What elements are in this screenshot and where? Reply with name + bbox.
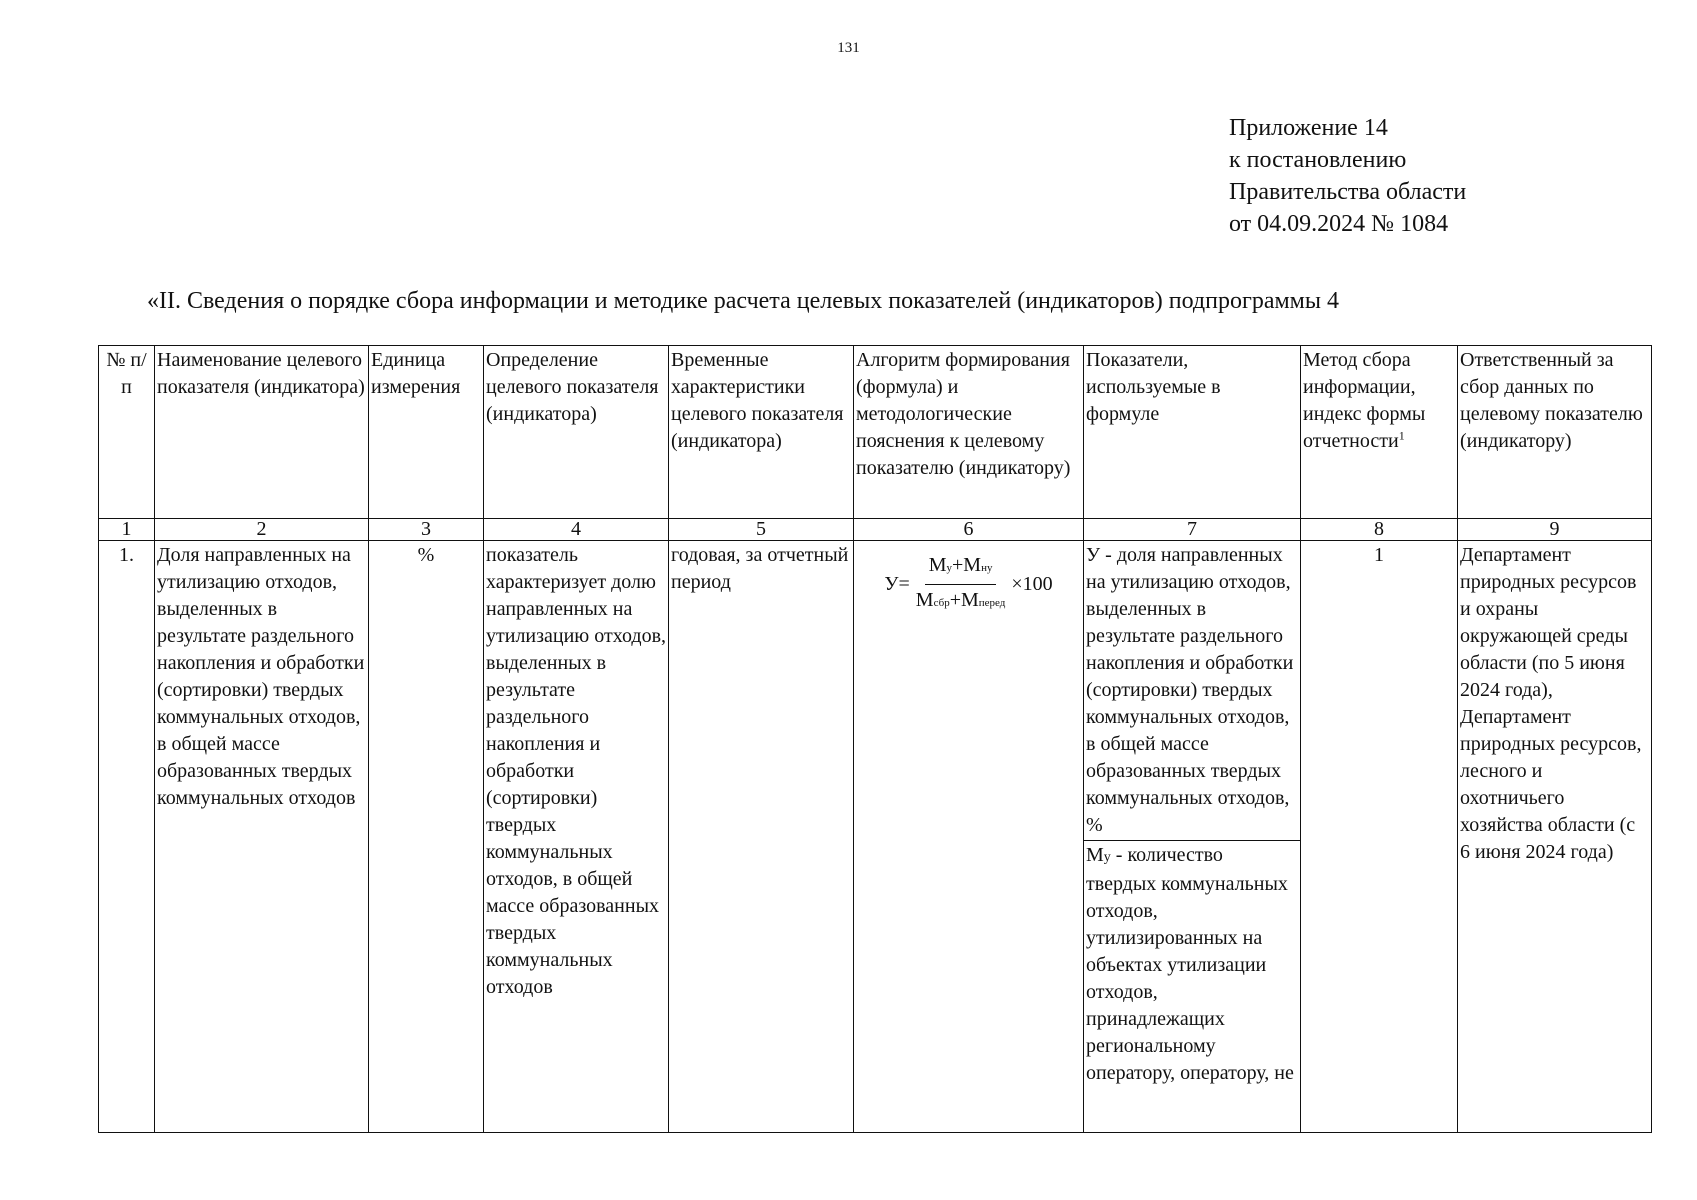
header-cell: Алгоритм формирования (формула) и методологические пояснения к целевому показателю (индикатору)	[854, 346, 1084, 519]
subscript: перед	[978, 597, 1006, 609]
table-row	[99, 541, 1652, 1133]
column-number-row	[99, 519, 1652, 541]
unit-cell: %	[369, 541, 484, 1133]
definition-cell: показатель характеризует долю направленных на утилизацию отходов, выделенных в результате раздельного накопления и обработки (сортировки) твердых коммунальных отходов, в общей массе образованных твердых коммунальных отходов	[484, 541, 669, 1133]
appendix-line-3: Правительства области	[1229, 179, 1467, 205]
header-cell: Ответственный за сбор данных по целевому показателю (индикатору)	[1458, 346, 1652, 519]
page-number: 131	[837, 40, 860, 56]
formula-cell	[854, 541, 1084, 1133]
section-heading: «II. Сведения о порядке сбора информации и методике расчета целевых показателей (индикаторов) подпрограммы 4	[147, 288, 1339, 314]
column-number: 9	[1458, 519, 1652, 541]
header-cell: Показатели, используемые в формуле	[1084, 346, 1301, 519]
table-header-row	[99, 346, 1652, 519]
column-number: 1	[99, 519, 155, 541]
header-cell-text: Метод сбора информации, индекс формы отчетности	[1303, 349, 1426, 452]
formula-indicators-cell	[1084, 541, 1301, 1133]
indicator-y-description: У - доля направленных на утилизацию отходов, выделенных в результате раздельного накопления и обработки (сортировки) твердых коммунальных отходов, в общей массе образованных твердых коммунальных отходов, %	[1084, 541, 1300, 841]
symbol-m: М	[960, 589, 979, 611]
formula-numerator	[925, 552, 997, 585]
indicator-my-description	[1084, 841, 1300, 1089]
appendix-line-4: от 04.09.2024 № 1084	[1229, 211, 1449, 237]
indicator-name: Доля направленных на утилизацию отходов, выделенных в результате раздельного накопления и обработки (сортировки) твердых коммунальных отходов, в общей массе образованных твердых коммунальных отходов	[155, 541, 369, 1133]
subscript: ну	[981, 562, 993, 574]
header-cell: Определение целевого показателя (индикатора)	[484, 346, 669, 519]
header-cell: Наименование целевого показателя (индикатора)	[155, 346, 369, 519]
indicators-list	[1084, 541, 1300, 1088]
column-number: 5	[669, 519, 854, 541]
subscript: у	[946, 562, 952, 574]
column-number: 3	[369, 519, 484, 541]
indicator-my-text: - количество твердых коммунальных отходов, утилизированных на объектах утилизации отходов, принадлежащих региональному оператору, оператору, не	[1086, 844, 1294, 1084]
plus-sign: +	[952, 554, 964, 576]
formula-multiplier: ×100	[1011, 573, 1053, 595]
symbol-m: М	[1086, 844, 1104, 866]
formula-fraction	[912, 552, 1010, 617]
column-number: 4	[484, 519, 669, 541]
header-cell	[1301, 346, 1458, 519]
header-cell: Единица измерения	[369, 346, 484, 519]
indicators-table	[98, 345, 1652, 1133]
symbol-m: М	[928, 554, 947, 576]
subscript: у	[1103, 850, 1111, 865]
formula-lhs: У=	[884, 573, 910, 595]
header-cell: Временные характеристики целевого показателя (индикатора)	[669, 346, 854, 519]
formula-denominator	[912, 585, 1010, 617]
column-number: 6	[854, 519, 1084, 541]
subscript: сбр	[933, 597, 950, 609]
formula	[856, 552, 1081, 617]
method-cell: 1	[1301, 541, 1458, 1133]
appendix-line-2: к постановлению	[1229, 147, 1407, 173]
symbol-m: М	[915, 589, 934, 611]
footnote-marker: 1	[1398, 428, 1405, 443]
appendix-block	[1229, 112, 1466, 240]
row-number: 1.	[99, 541, 155, 1133]
appendix-line-1: Приложение 14	[1229, 115, 1388, 141]
symbol-m: М	[963, 554, 982, 576]
header-cell: № п/п	[99, 346, 155, 519]
time-characteristics-cell: годовая, за отчетный период	[669, 541, 854, 1133]
column-number: 7	[1084, 519, 1301, 541]
column-number: 8	[1301, 519, 1458, 541]
responsible-cell: Департамент природных ресурсов и охраны окружающей среды области (по 5 июня 2024 года), Департамент природных ресурсов, лесного и охотничьего хозяйства области (с 6 июня 2024 года)	[1458, 541, 1652, 1133]
column-number: 2	[155, 519, 369, 541]
plus-sign: +	[949, 589, 961, 611]
